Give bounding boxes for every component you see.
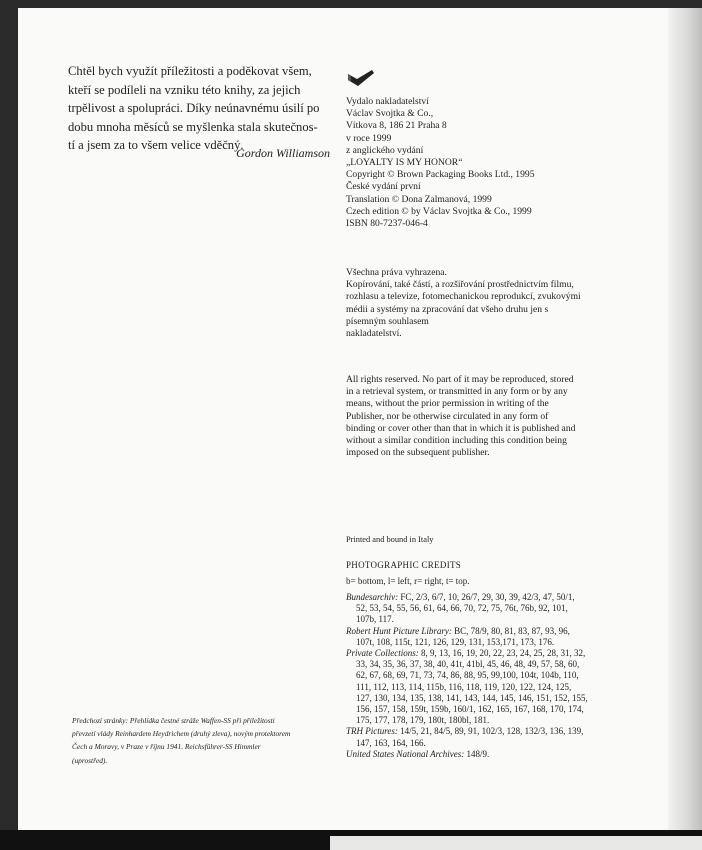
- rights-line: Kopírování, také částí, a rozšiřování prostřednictvím filmu,: [346, 279, 574, 291]
- credit-entry: [346, 626, 616, 648]
- next-page-edge: [330, 836, 702, 850]
- photo-credits-list: [346, 592, 616, 760]
- publisher-line: „LOYALTY IS MY HONOR“: [346, 157, 463, 169]
- acknowledgement-line: tí a jsem za to všem velice vděčný.: [68, 138, 244, 153]
- credit-pages: 175, 177, 178, 179, 180t, 180bl, 181.: [356, 715, 490, 726]
- credit-pages: 148/9.: [464, 748, 490, 759]
- credit-pages: BC, 78/9, 80, 81, 83, 87, 93, 96,: [451, 625, 570, 636]
- credit-entry: [346, 592, 616, 626]
- publisher-line: Václav Svojtka & Co.,: [346, 108, 434, 120]
- caption-line: převzetí vlády Reinhardem Heydrichem (druhý zleva), novým protektorem: [72, 729, 291, 739]
- credit-pages: 147, 163, 164, 166.: [356, 737, 426, 748]
- rights-line: rozhlasu a televize, fotomechanickou reprodukcí, zvukovými: [346, 291, 581, 303]
- acknowledgement-line: dobu mnoha měsíců se myšlenka stala skutečnos-: [68, 119, 318, 134]
- credit-source: Private Collections:: [346, 648, 419, 659]
- rights-line: binding or cover other than that in which it is published and: [346, 422, 576, 434]
- credit-entry: [346, 726, 616, 748]
- credit-pages: 127, 130, 134, 135, 138, 141, 143, 144, 145, 146, 151, 152, 155,: [356, 692, 588, 703]
- publisher-line: z anglického vydání: [346, 144, 424, 156]
- rights-line: in a retrieval system, or transmitted in any form or by any: [346, 386, 568, 398]
- credit-entry: [346, 749, 616, 760]
- page-edge-shadow: [668, 8, 702, 830]
- publisher-line: Translation © Dona Zalmanová, 1999: [346, 193, 492, 205]
- credit-source: United States National Archives:: [346, 748, 465, 759]
- credit-source: Bundesarchiv:: [346, 592, 399, 602]
- rights-line: médii a systémy na zpracování dat všeho druhu jen s: [346, 303, 549, 315]
- acknowledgement-line: trpělivost a spolupráci. Díky neúnavnému úsilí po: [68, 101, 320, 116]
- rights-line: nakladatelství.: [346, 328, 402, 340]
- credit-pages: 62, 67, 68, 69, 71, 73, 74, 86, 88, 95, 99,100, 104t, 104b, 110,: [356, 670, 579, 681]
- printed-in-note: Printed and bound in Italy: [346, 535, 434, 544]
- rights-line: means, without the prior permission in writing of the: [346, 398, 549, 410]
- acknowledgement-text: [68, 62, 330, 155]
- publisher-line: Czech edition © by Václav Svojtka & Co., 1999: [346, 205, 532, 217]
- credit-pages: 107b, 117.: [356, 614, 394, 625]
- photo-credits-heading: PHOTOGRAPHIC CREDITS: [346, 560, 462, 570]
- credit-pages: 107t, 108, 115t, 121, 126, 129, 131, 153,171, 173, 176.: [356, 636, 555, 647]
- rights-notice-english: [346, 374, 612, 459]
- rights-line: Všechna práva vyhrazena.: [346, 267, 447, 278]
- credit-pages: FC, 2/3, 6/7, 10, 26/7, 29, 30, 39, 42/3, 47, 50/1,: [398, 592, 575, 602]
- publisher-line: Copyright © Brown Packaging Books Ltd., 1995: [346, 169, 535, 181]
- publisher-line: Vydalo nakladatelství: [346, 96, 429, 107]
- previous-pages-caption: [72, 714, 332, 767]
- credit-pages: 111, 112, 113, 114, 115b, 116, 118, 119, 120, 122, 124, 125,: [356, 681, 572, 692]
- credit-pages: 52, 53, 54, 55, 56, 61, 64, 66, 70, 72, 75, 76t, 76b, 92, 101,: [356, 603, 568, 614]
- caption-line: Čech a Moravy, v Praze v říjnu 1941. Reichsführer-SS Himmler: [72, 742, 261, 752]
- publisher-line: Vítkova 8, 186 21 Praha 8: [346, 120, 447, 132]
- caption-line: Předchozí stránky: Přehlídka čestné stráže Waffen-SS při příležitosti: [72, 716, 275, 725]
- publisher-line: v roce 1999: [346, 132, 392, 144]
- author-signature: Gordon Williamson: [236, 146, 330, 160]
- acknowledgement-line: kteří se podíleli na vzniku této knihy, za jejich: [68, 82, 301, 97]
- rights-notice-czech: [346, 267, 581, 340]
- publisher-logo-icon: [347, 68, 375, 88]
- rights-line: without a similar condition including this condition being: [346, 435, 567, 447]
- caption-line: (uprostřed).: [72, 755, 108, 765]
- credit-pages: 33, 34, 35, 36, 37, 38, 40, 41t, 41bl, 45, 46, 48, 49, 57, 58, 60,: [356, 659, 580, 670]
- publisher-line: České vydání první: [346, 181, 421, 193]
- credit-entry: [346, 648, 616, 726]
- credit-pages: 14/5, 21, 84/5, 89, 91, 102/3, 128, 132/3, 136, 139,: [397, 726, 584, 737]
- position-legend: b= bottom, l= left, r= right, t= top.: [346, 576, 470, 586]
- credit-source: TRH Pictures:: [346, 726, 398, 737]
- publisher-info: [346, 96, 535, 230]
- rights-line: Publisher, nor be otherwise circulated in any form of: [346, 410, 549, 422]
- acknowledgement-line: Chtěl bych využít příležitosti a poděkovat všem,: [68, 64, 312, 78]
- credit-pages: 8, 9, 13, 16, 19, 20, 22, 23, 24, 25, 28, 31, 32,: [418, 648, 586, 659]
- publisher-line: ISBN 80-7237-046-4: [346, 218, 428, 230]
- rights-line: imposed on the subsequent publisher.: [346, 447, 490, 459]
- credit-source: Robert Hunt Picture Library:: [346, 625, 452, 636]
- credit-pages: 156, 157, 158, 159t, 159b, 160/1, 162, 165, 167, 168, 170, 174,: [356, 704, 584, 715]
- rights-line: písemným souhlasem: [346, 315, 429, 327]
- rights-line: All rights reserved. No part of it may be reproduced, stored: [346, 374, 574, 385]
